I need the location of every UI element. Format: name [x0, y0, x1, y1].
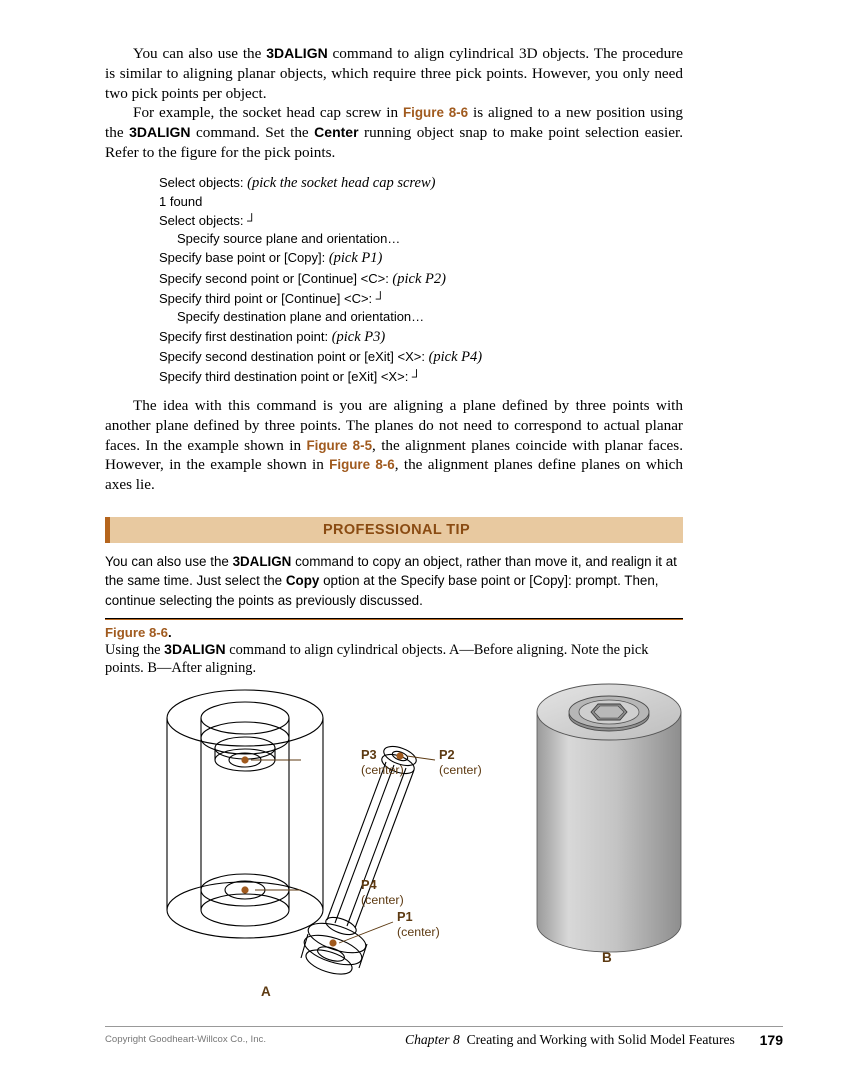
paragraph-2-text-d: running object snap to make point selection easier. Refer to the figure for the pick points. — [105, 124, 683, 161]
footer-chapter: Chapter 8 Creating and Working with Solid Model Features — [405, 1032, 735, 1047]
pick-point-p3-dot — [241, 756, 248, 763]
code-line: Specify destination plane and orientation… — [177, 309, 425, 325]
code-line: Select objects: ┘ — [159, 212, 257, 228]
label-p1: P1 (center) — [397, 908, 440, 939]
command-3dalign-4: 3DALIGN — [164, 641, 226, 657]
label-view-b: B — [602, 949, 612, 965]
page-footer — [105, 1032, 783, 1052]
figure-section — [105, 618, 683, 1017]
code-line: Specify third destination point or [eXit] <X>: ┘ — [159, 368, 422, 384]
professional-tip-header: PROFESSIONAL TIP — [105, 517, 683, 543]
option-copy: Copy — [285, 573, 320, 589]
command-3dalign-2: 3DALIGN — [129, 124, 191, 140]
view-b-solid — [537, 684, 681, 952]
paragraph-1 — [105, 44, 683, 103]
code-line: Specify second destination point or [eXit] <X>: (pick P4) — [159, 349, 483, 366]
code-line: Specify base point or [Copy]: (pick P1) — [159, 250, 383, 267]
code-line: Specify third point or [Continue] <C>: ┘ — [159, 290, 385, 306]
figure-illustration-svg — [105, 682, 705, 1017]
code-line: Specify first destination point: (pick P3) — [159, 328, 386, 345]
figure-reference-8-6[interactable]: Figure 8-6 — [402, 105, 469, 121]
body-content — [105, 44, 683, 620]
paragraph-1-text-b: command to align cylindrical 3D objects. The procedure is similar to aligning planar objects, which require three pick points. However, you only need two pick points per object. — [105, 45, 683, 102]
pick-point-p1-dot — [329, 939, 336, 946]
figure-reference-8-5[interactable]: Figure 8-5 — [306, 437, 373, 453]
pick-point-p4-dot — [241, 886, 248, 893]
paragraph-2 — [105, 103, 683, 162]
figure-reference-8-6-b[interactable]: Figure 8-6 — [329, 457, 395, 473]
page-number: 179 — [759, 1032, 783, 1048]
paragraph-2-text-b: is aligned to a new position using the — [105, 104, 684, 141]
command-3dalign: 3DALIGN — [266, 45, 328, 61]
code-line: Select objects: (pick the socket head cap screw) — [159, 174, 436, 191]
figure-caption: Using the 3DALIGN command to align cylindrical objects. A—Before aligning. Note the pick points. B—After aligning. — [105, 641, 649, 677]
label-p2: P2 (center) — [439, 746, 482, 777]
paragraph-3-text-c: , the alignment planes define planes on which axes lie. — [105, 456, 684, 494]
label-view-a: A — [261, 983, 271, 999]
paragraph-3 — [105, 396, 683, 495]
paragraph-3-text-b: , the alignment planes coincide with planar faces. However, in the example shown in — [105, 436, 684, 474]
option-center: Center — [314, 124, 359, 140]
copyright-notice: Copyright Goodheart-Willcox Co., Inc. — [105, 1034, 267, 1045]
professional-tip-body: You can also use the 3DALIGN command to copy an object, rather than move it, and realign it at the same time. Just select the Copy option at the Specify base point or [Copy]: prompt. Then, continue selecting the points as previously discussed. — [105, 553, 677, 608]
code-line: Specify source plane and orientation… — [177, 230, 401, 246]
figure-number: Figure 8-6. — [105, 625, 172, 640]
figure-top-rule — [105, 618, 683, 619]
footer-rule — [105, 1026, 783, 1027]
code-line: 1 found — [159, 194, 203, 210]
label-p3: P3 (center) — [361, 746, 404, 777]
paragraph-2-text-a: For example, the socket head cap screw in — [133, 104, 403, 122]
code-line: Specify second point or [Continue] <C>: (pick P2) — [159, 271, 446, 288]
paragraph-3-text-a: The idea with this command is you are aligning a plane defined by three points with another plane defined by three points. The planes do not need to correspond to actual planar faces. In the example shown in — [105, 397, 683, 454]
command-3dalign-3: 3DALIGN — [232, 553, 292, 569]
figure-artwork — [105, 682, 705, 1017]
professional-tip-box — [105, 517, 683, 620]
command-prompt-block — [159, 173, 683, 387]
paragraph-2-text-c: command. Set the — [190, 124, 315, 141]
label-p4: P4 (center) — [361, 876, 404, 907]
paragraph-1-text-a: You can also use the — [133, 45, 267, 62]
